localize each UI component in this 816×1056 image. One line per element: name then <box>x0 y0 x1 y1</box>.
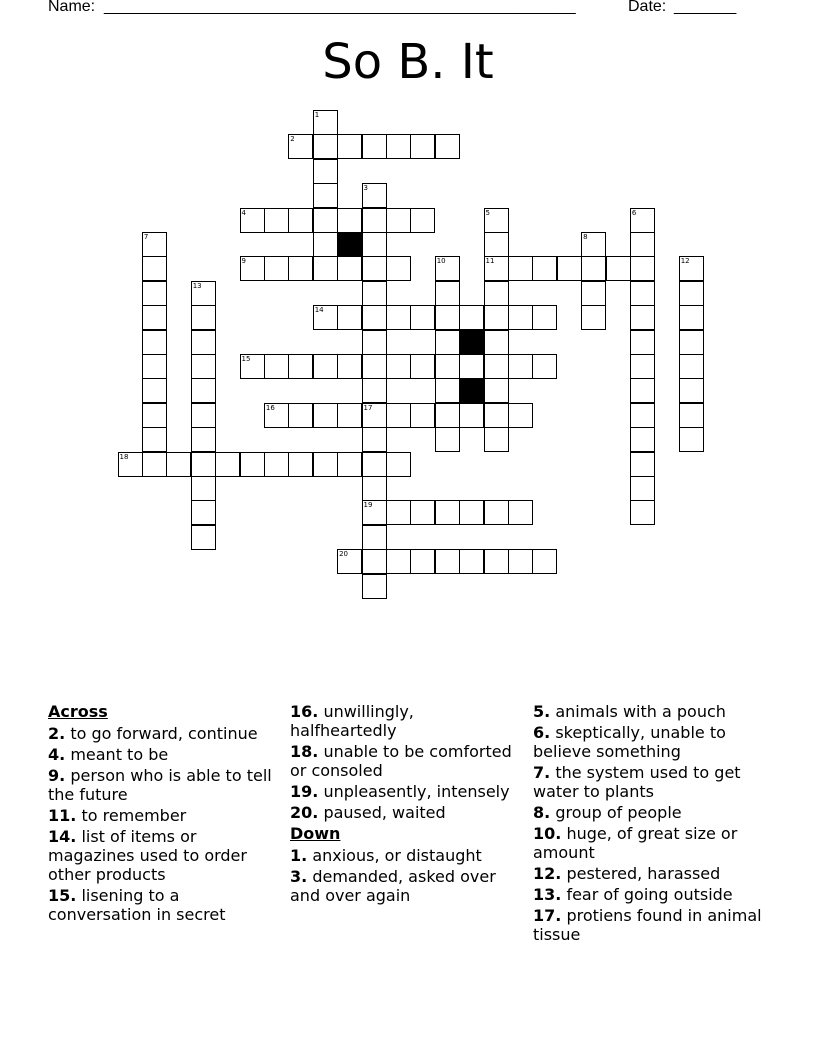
crossword-cell[interactable] <box>142 452 167 477</box>
crossword-cell[interactable] <box>191 281 216 306</box>
crossword-cell[interactable] <box>313 452 338 477</box>
crossword-cell[interactable] <box>362 427 387 452</box>
crossword-cell[interactable] <box>337 305 362 330</box>
crossword-cell[interactable] <box>264 452 289 477</box>
crossword-cell[interactable] <box>362 476 387 501</box>
clue-across-14 <box>48 827 280 884</box>
crossword-cell[interactable] <box>532 549 557 574</box>
crossword-cell[interactable] <box>264 403 289 428</box>
crossword-cell[interactable] <box>191 525 216 550</box>
clue-text: fear of going outside <box>566 885 733 904</box>
crossword-cell[interactable] <box>313 208 338 233</box>
clue-across-19 <box>290 782 522 801</box>
crossword-cell[interactable] <box>337 452 362 477</box>
crossword-cell[interactable] <box>118 452 143 477</box>
clue-text: the system used to get water to plants <box>533 763 741 801</box>
clue-text: demanded, asked over and over again <box>290 867 496 905</box>
clue-start-number: 15 <box>241 355 251 363</box>
crossword-cell[interactable] <box>581 232 606 257</box>
clue-down-7 <box>533 763 765 801</box>
crossword-cell[interactable] <box>532 305 557 330</box>
crossword-cell[interactable] <box>435 403 460 428</box>
crossword-cell[interactable] <box>508 305 533 330</box>
crossword-cell[interactable] <box>630 208 655 233</box>
crossword-cell[interactable] <box>630 232 655 257</box>
crossword-cell[interactable] <box>191 378 216 403</box>
crossword-cell[interactable] <box>337 403 362 428</box>
crossword-cell[interactable] <box>484 305 509 330</box>
crossword-cell[interactable] <box>337 256 362 281</box>
clue-start-number: 8 <box>583 233 588 241</box>
name-line[interactable]: _____________________________________________________ <box>104 0 576 15</box>
crossword-cell[interactable] <box>362 330 387 355</box>
clue-start-number: 2 <box>290 135 295 144</box>
clue-start-number: 17 <box>363 403 373 412</box>
crossword-cell[interactable] <box>679 378 704 403</box>
clue-start-number: 18 <box>119 452 129 461</box>
crossword-cell[interactable] <box>508 549 533 574</box>
clue-number: 17. <box>533 906 562 925</box>
clue-number: 10. <box>533 824 562 843</box>
puzzle-title: So B. It <box>322 34 494 90</box>
crossword-cell[interactable] <box>581 281 606 306</box>
crossword-cell[interactable] <box>508 354 533 379</box>
crossword-cell[interactable] <box>313 159 338 184</box>
crossword-cell[interactable] <box>215 452 240 477</box>
crossword-cell[interactable] <box>557 256 582 281</box>
crossword-cell[interactable] <box>532 256 557 281</box>
crossword-cell[interactable] <box>459 354 484 379</box>
crossword-cell[interactable] <box>362 256 387 281</box>
clue-number: 14. <box>48 827 77 846</box>
clue-number: 1. <box>290 846 308 865</box>
crossword-cell[interactable] <box>142 305 167 330</box>
crossword-cell[interactable] <box>630 354 655 379</box>
crossword-cell[interactable] <box>386 403 411 428</box>
clue-start-number: 9 <box>241 257 246 266</box>
clue-text: animals with a pouch <box>555 702 726 721</box>
crossword-cell[interactable] <box>435 354 460 379</box>
clue-down-1 <box>290 846 522 865</box>
crossword-block <box>459 378 484 403</box>
clue-text: group of people <box>555 803 682 822</box>
crossword-cell[interactable] <box>386 452 411 477</box>
crossword-cell[interactable] <box>630 403 655 428</box>
crossword-cell[interactable] <box>142 427 167 452</box>
clue-number: 19. <box>290 782 319 801</box>
crossword-cell[interactable] <box>532 354 557 379</box>
crossword-cell[interactable] <box>362 305 387 330</box>
crossword-cell[interactable] <box>484 549 509 574</box>
crossword-cell[interactable] <box>484 232 509 257</box>
clue-down-13 <box>533 885 765 904</box>
crossword-cell[interactable] <box>459 305 484 330</box>
crossword-cell[interactable] <box>435 378 460 403</box>
crossword-cell[interactable] <box>313 183 338 208</box>
crossword-cell[interactable] <box>459 500 484 525</box>
clue-number: 5. <box>533 702 551 721</box>
clue-down-6 <box>533 723 765 761</box>
crossword-cell[interactable] <box>264 354 289 379</box>
clue-across-18 <box>290 742 522 780</box>
crossword-cell[interactable] <box>191 354 216 379</box>
crossword-cell[interactable] <box>679 256 704 281</box>
clue-start-number: 11 <box>485 257 495 266</box>
crossword-cell[interactable] <box>435 134 460 159</box>
clue-across-9 <box>48 766 280 804</box>
crossword-cell[interactable] <box>630 378 655 403</box>
clue-number: 2. <box>48 724 66 743</box>
clue-number: 16. <box>290 702 319 721</box>
clue-text: unpleasently, intensely <box>323 782 510 801</box>
clue-across-16 <box>290 702 522 740</box>
crossword-cell[interactable] <box>386 256 411 281</box>
clue-start-number: 13 <box>192 281 202 290</box>
clue-text: to go forward, continue <box>70 724 258 743</box>
crossword-cell[interactable] <box>508 256 533 281</box>
crossword-cell[interactable] <box>362 403 387 428</box>
crossword-cell[interactable] <box>630 330 655 355</box>
crossword-cell[interactable] <box>313 403 338 428</box>
crossword-cell[interactable] <box>679 403 704 428</box>
crossword-cell[interactable] <box>410 500 435 525</box>
crossword-cell[interactable] <box>264 208 289 233</box>
clue-down-12 <box>533 864 765 883</box>
clue-text: huge, of great size or amount <box>533 824 738 862</box>
clue-across-2 <box>48 724 280 743</box>
crossword-cell[interactable] <box>191 500 216 525</box>
crossword-cell[interactable] <box>362 525 387 550</box>
crossword-cell[interactable] <box>386 500 411 525</box>
crossword-cell[interactable] <box>484 354 509 379</box>
clue-number: 8. <box>533 803 551 822</box>
crossword-cell[interactable] <box>386 305 411 330</box>
crossword-cell[interactable] <box>410 208 435 233</box>
clue-start-number: 20 <box>339 550 349 559</box>
crossword-cell[interactable] <box>484 378 509 403</box>
crossword-cell[interactable] <box>288 134 313 159</box>
clue-number: 11. <box>48 806 77 825</box>
clue-start-number: 5 <box>485 208 490 217</box>
crossword-cell[interactable] <box>386 134 411 159</box>
crossword-cell[interactable] <box>435 281 460 306</box>
down-heading: Down <box>290 824 341 843</box>
crossword-cell[interactable] <box>191 403 216 428</box>
crossword-cell[interactable] <box>630 452 655 477</box>
crossword-cell[interactable] <box>288 256 313 281</box>
crossword-cell[interactable] <box>484 500 509 525</box>
clue-number: 20. <box>290 803 319 822</box>
clue-text: skeptically, unable to believe something <box>533 723 726 761</box>
clue-start-number: 19 <box>363 501 373 510</box>
crossword-cell[interactable] <box>191 305 216 330</box>
crossword-cell[interactable] <box>142 256 167 281</box>
crossword-cell[interactable] <box>484 208 509 233</box>
crossword-cell[interactable] <box>362 574 387 599</box>
clue-text: unwillingly, halfheartedly <box>290 702 414 740</box>
crossword-cell[interactable] <box>508 403 533 428</box>
crossword-cell[interactable] <box>288 354 313 379</box>
date-label: Date: <box>628 0 667 15</box>
clue-text: anxious, or distaught <box>312 846 482 865</box>
clue-start-number: 7 <box>143 233 149 241</box>
clue-number: 7. <box>533 763 551 782</box>
clue-text: meant to be <box>70 745 169 764</box>
crossword-cell[interactable] <box>606 256 631 281</box>
clue-text: paused, waited <box>323 803 446 822</box>
crossword-cell[interactable] <box>240 208 265 233</box>
crossword-cell[interactable] <box>459 403 484 428</box>
clue-number: 6. <box>533 723 551 742</box>
clue-across-11 <box>48 806 280 825</box>
clue-start-number: 3 <box>363 184 368 193</box>
clue-across-15 <box>48 886 280 924</box>
crossword-cell[interactable] <box>313 110 338 135</box>
crossword-cell[interactable] <box>288 452 313 477</box>
crossword-cell[interactable] <box>679 354 704 379</box>
crossword-cell[interactable] <box>313 354 338 379</box>
crossword-cell[interactable] <box>362 208 387 233</box>
crossword-cell[interactable] <box>337 134 362 159</box>
crossword-block <box>337 232 362 257</box>
crossword-cell[interactable] <box>142 281 167 306</box>
crossword-cell[interactable] <box>410 549 435 574</box>
crossword-cell[interactable] <box>191 476 216 501</box>
crossword-cell[interactable] <box>191 452 216 477</box>
crossword-cell[interactable] <box>362 134 387 159</box>
crossword-cell[interactable] <box>630 305 655 330</box>
crossword-cell[interactable] <box>288 403 313 428</box>
crossword-cell[interactable] <box>435 427 460 452</box>
crossword-cell[interactable] <box>484 330 509 355</box>
crossword-cell[interactable] <box>362 500 387 525</box>
crossword-cell[interactable] <box>410 354 435 379</box>
crossword-cell[interactable] <box>142 330 167 355</box>
crossword-cell[interactable] <box>337 549 362 574</box>
clue-start-number: 4 <box>241 208 246 217</box>
clue-start-number: 10 <box>436 257 446 266</box>
clue-number: 18. <box>290 742 319 761</box>
crossword-cell[interactable] <box>240 256 265 281</box>
clue-start-number: 14 <box>314 306 324 315</box>
crossword-cell[interactable] <box>630 281 655 306</box>
crossword-cell[interactable] <box>362 183 387 208</box>
crossword-cell[interactable] <box>362 378 387 403</box>
clue-text: protiens found in animal tissue <box>533 906 762 944</box>
date-line[interactable]: _______ <box>674 0 737 15</box>
clues-column-1 <box>48 702 280 926</box>
crossword-cell[interactable] <box>410 403 435 428</box>
clue-number: 4. <box>48 745 66 764</box>
name-label: Name: <box>48 0 96 15</box>
clues-section <box>48 702 788 1002</box>
crossword-cell[interactable] <box>362 354 387 379</box>
crossword-cell[interactable] <box>240 354 265 379</box>
clue-text: person who is able to tell the future <box>48 766 272 804</box>
crossword-cell[interactable] <box>142 378 167 403</box>
crossword-cell[interactable] <box>386 354 411 379</box>
clue-text: to remember <box>81 806 187 825</box>
crossword-cell[interactable] <box>362 281 387 306</box>
crossword-cell[interactable] <box>410 134 435 159</box>
crossword-cell[interactable] <box>435 549 460 574</box>
clue-down-17 <box>533 906 765 944</box>
clue-text: unable to be comforted or consoled <box>290 742 512 780</box>
clue-across-20 <box>290 803 522 822</box>
clue-text: list of items or magazines used to order other products <box>48 827 247 884</box>
crossword-cell[interactable] <box>313 232 338 257</box>
crossword-cell[interactable] <box>435 330 460 355</box>
clues-column-3 <box>533 702 765 946</box>
crossword-cell[interactable] <box>362 232 387 257</box>
crossword-cell[interactable] <box>142 354 167 379</box>
crossword-cell[interactable] <box>191 330 216 355</box>
clue-down-8 <box>533 803 765 822</box>
across-heading: Across <box>48 702 108 721</box>
crossword-cell[interactable] <box>508 500 533 525</box>
crossword-cell[interactable] <box>288 208 313 233</box>
crossword-cell[interactable] <box>166 452 191 477</box>
clue-text: pestered, harassed <box>566 864 721 883</box>
crossword-cell[interactable] <box>630 500 655 525</box>
crossword-cell[interactable] <box>581 256 606 281</box>
clue-down-5 <box>533 702 765 721</box>
crossword-cell[interactable] <box>142 403 167 428</box>
clue-number: 9. <box>48 766 66 785</box>
crossword-cell[interactable] <box>435 256 460 281</box>
crossword-cell[interactable] <box>191 427 216 452</box>
crossword-block <box>459 330 484 355</box>
clue-start-number: 16 <box>265 403 275 412</box>
crossword-cell[interactable] <box>264 256 289 281</box>
clues-column-2 <box>290 702 522 907</box>
crossword-cell[interactable] <box>435 305 460 330</box>
crossword-cell[interactable] <box>313 305 338 330</box>
crossword-cell[interactable] <box>386 208 411 233</box>
crossword-cell[interactable] <box>313 256 338 281</box>
crossword-cell[interactable] <box>679 330 704 355</box>
crossword-cell[interactable] <box>459 549 484 574</box>
crossword-cell[interactable] <box>630 256 655 281</box>
clue-start-number: 6 <box>631 208 637 217</box>
crossword-cell[interactable] <box>484 256 509 281</box>
crossword-cell[interactable] <box>337 354 362 379</box>
clue-down-10 <box>533 824 765 862</box>
crossword-cell[interactable] <box>386 549 411 574</box>
crossword-cell[interactable] <box>435 500 460 525</box>
clue-across-4 <box>48 745 280 764</box>
crossword-cell[interactable] <box>581 305 606 330</box>
clue-number: 12. <box>533 864 562 883</box>
clue-number: 15. <box>48 886 77 905</box>
clue-text: lisening to a conversation in secret <box>48 886 226 924</box>
crossword-cell[interactable] <box>484 403 509 428</box>
crossword-cell[interactable] <box>142 232 167 257</box>
crossword-cell[interactable] <box>630 476 655 501</box>
clue-start-number: 1 <box>314 111 320 119</box>
clue-start-number: 12 <box>680 257 690 266</box>
crossword-cell[interactable] <box>362 452 387 477</box>
crossword-cell[interactable] <box>484 427 509 452</box>
crossword-cell[interactable] <box>679 281 704 306</box>
crossword-cell[interactable] <box>410 305 435 330</box>
clue-number: 13. <box>533 885 562 904</box>
crossword-cell[interactable] <box>240 452 265 477</box>
crossword-cell[interactable] <box>484 281 509 306</box>
crossword-cell[interactable] <box>679 305 704 330</box>
clue-number: 3. <box>290 867 308 886</box>
crossword-cell[interactable] <box>630 427 655 452</box>
crossword-cell[interactable] <box>313 134 338 159</box>
crossword-cell[interactable] <box>337 208 362 233</box>
crossword-cell[interactable] <box>679 427 704 452</box>
clue-down-3 <box>290 867 522 905</box>
crossword-cell[interactable] <box>362 549 387 574</box>
